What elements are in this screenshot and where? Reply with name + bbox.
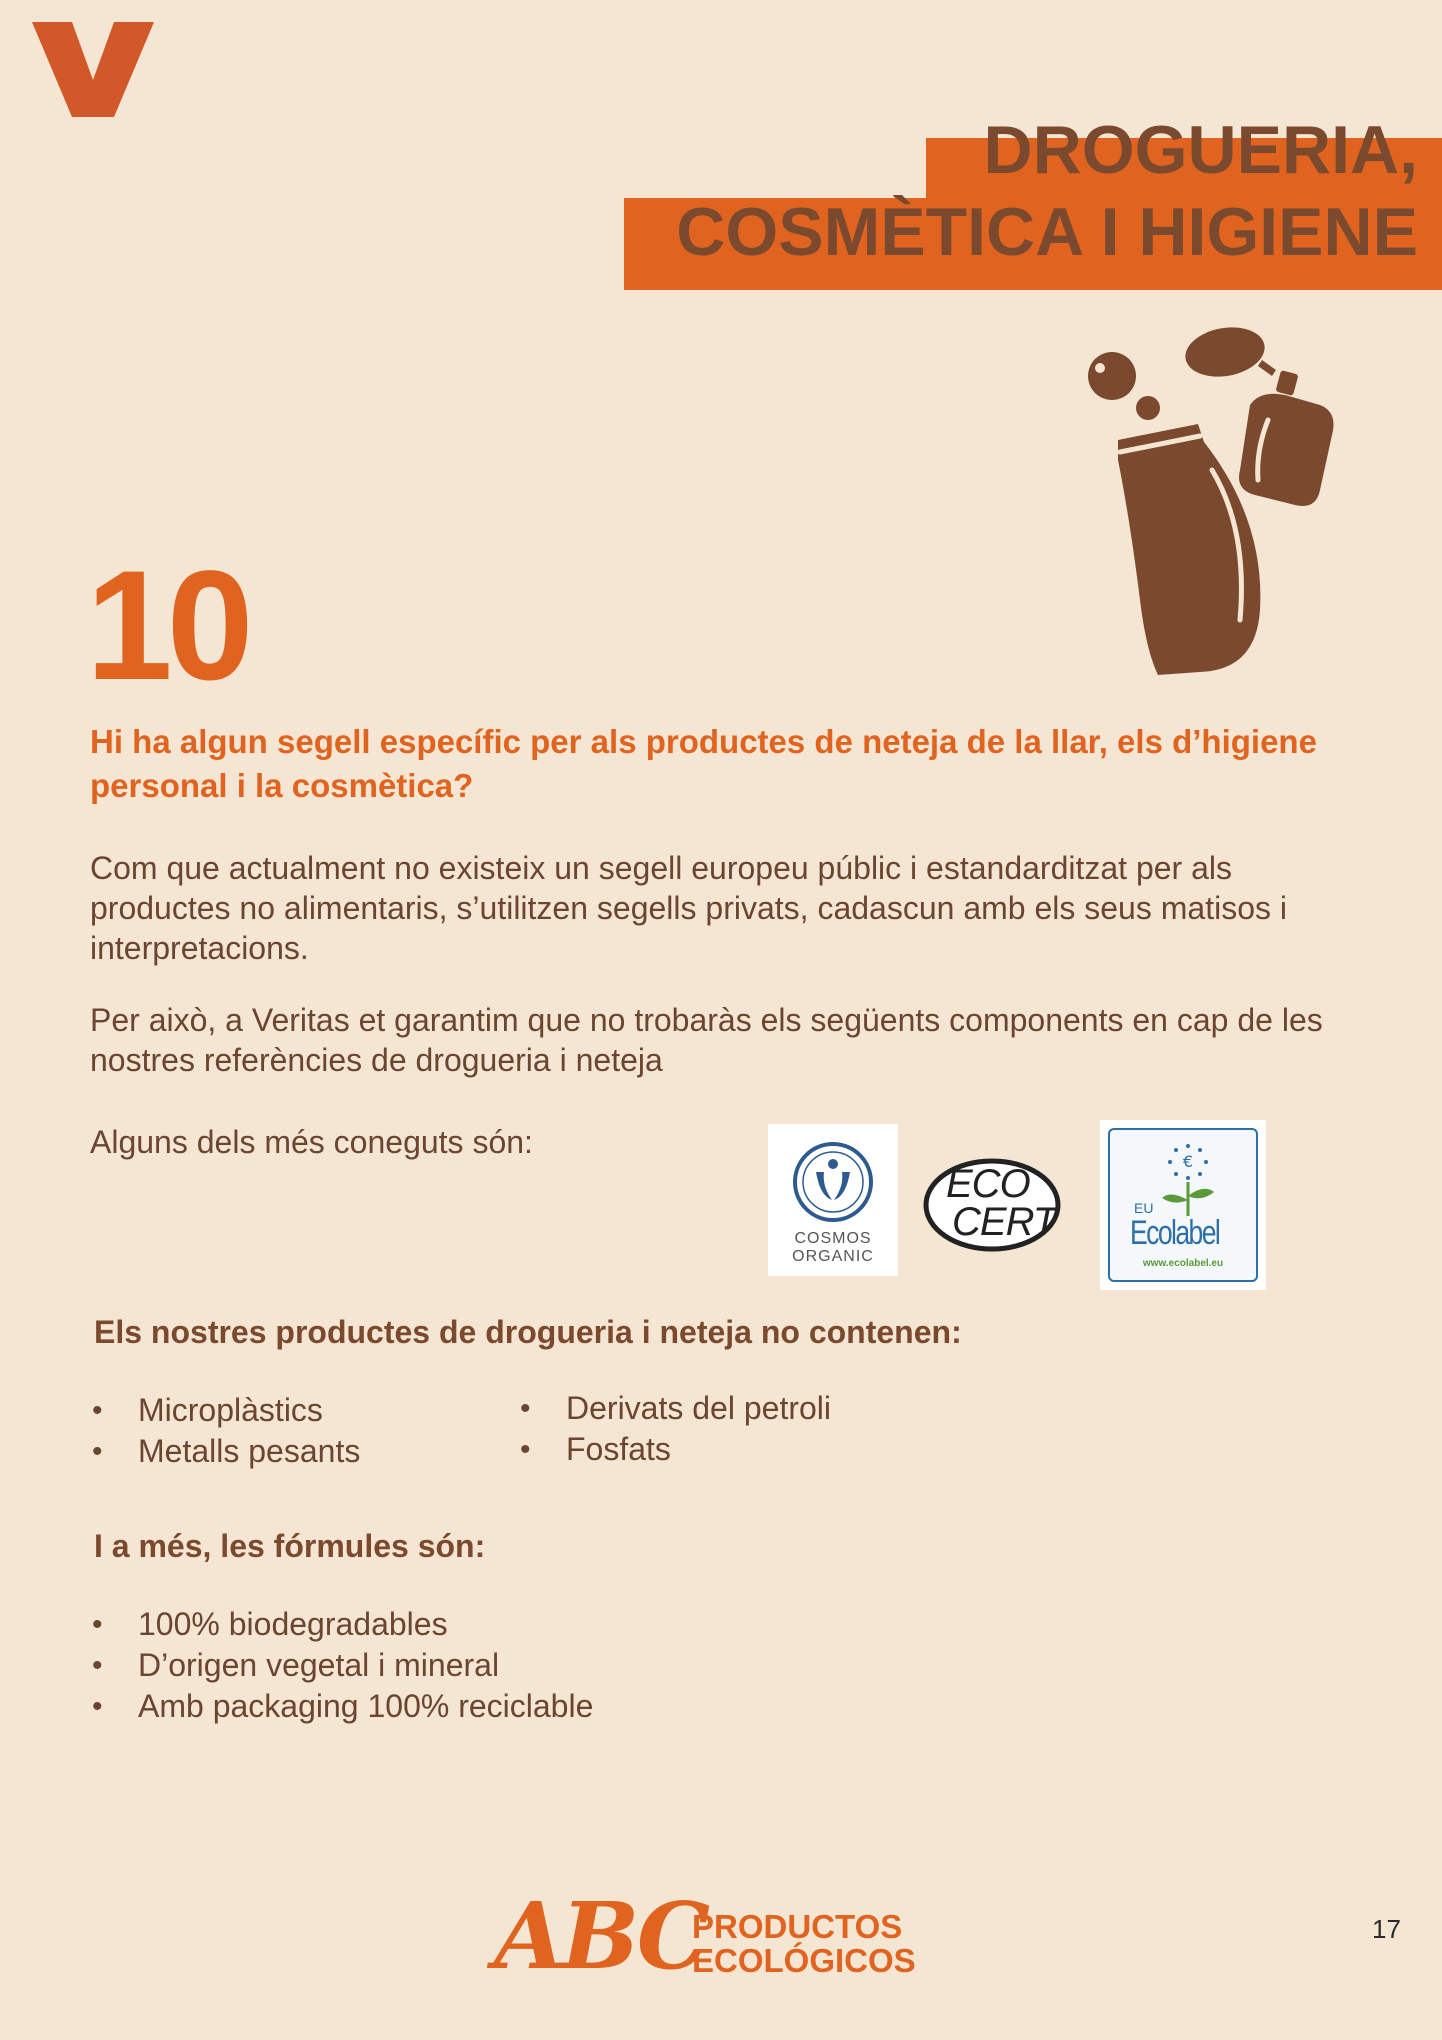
footer-brand-line2: ECOLÓGICOS [692, 1942, 916, 1979]
ecolabel-url-text: www.ecolabel.eu [1142, 1258, 1224, 1269]
list-item: • Amb packaging 100% reciclable [92, 1686, 593, 1727]
no-contain-list-col1 [92, 1390, 360, 1472]
cosmos-text-line2: ORGANIC [792, 1248, 874, 1265]
formulas-list [92, 1604, 593, 1727]
page-number: 17 [1372, 1914, 1401, 1944]
veritas-v-logo-icon [32, 22, 154, 117]
paragraph-guarantee: Per això, a Veritas et garantim que no trobaràs els següents components en cap de les nostres referències de drogueria i neteja [90, 1002, 1323, 1078]
formulas-heading: I a més, les fórmules són: [94, 1528, 486, 1564]
no-contain-heading: Els nostres productes de drogueria i neteja no contenen: [94, 1314, 962, 1350]
page-title-line2: COSMÈTICA I HIGIENE [676, 194, 1418, 270]
list-item: • D’origen vegetal i mineral [92, 1645, 593, 1686]
cosmos-organic-logo [768, 1124, 898, 1276]
ecocert-logo [922, 1150, 1068, 1260]
ecolabel-name-text: Ecolabel [1130, 1214, 1220, 1252]
footer-brand-text [692, 1910, 916, 1978]
no-contain-list-col2 [520, 1388, 831, 1470]
list-item: • Microplàstics [92, 1390, 360, 1431]
paragraph-intro: Com que actualment no existeix un segell europeu públic i estandarditzat per als productes no alimentaris, s’utilitzen segells privats, cadascun amb els seus matisos i interpretacions. [90, 850, 1287, 966]
list-item: • Derivats del petroli [520, 1388, 831, 1429]
cosmos-text-line1: COSMOS [794, 1230, 872, 1247]
footer-abc-logo: ABC [494, 1882, 707, 1990]
svg-text:€: € [1182, 1152, 1194, 1171]
ecolabel-eu-text: EU [1134, 1200, 1154, 1216]
cosmetics-bottles-icon [1080, 320, 1350, 680]
section-question: Hi ha algun segell específic per als productes de neteja de la llar, els d’higiene personal i la cosmètica? [90, 723, 1317, 804]
ecocert-text-line2: CERT [952, 1200, 1057, 1244]
list-item: • Metalls pesants [92, 1431, 360, 1472]
footer-brand-line1: PRODUCTOS [692, 1908, 903, 1945]
paragraph-known-labels: Alguns dels més coneguts són: [90, 1124, 533, 1160]
section-number: 10 [86, 539, 248, 713]
list-item: • 100% biodegradables [92, 1604, 593, 1645]
eu-ecolabel-logo [1100, 1120, 1266, 1290]
list-item: • Fosfats [520, 1429, 831, 1470]
cosmos-organic-emblem-icon [768, 1132, 898, 1232]
ecocert-text-line1: ECO [946, 1162, 1030, 1206]
page-title-line1: DROGUERIA, [983, 112, 1418, 188]
